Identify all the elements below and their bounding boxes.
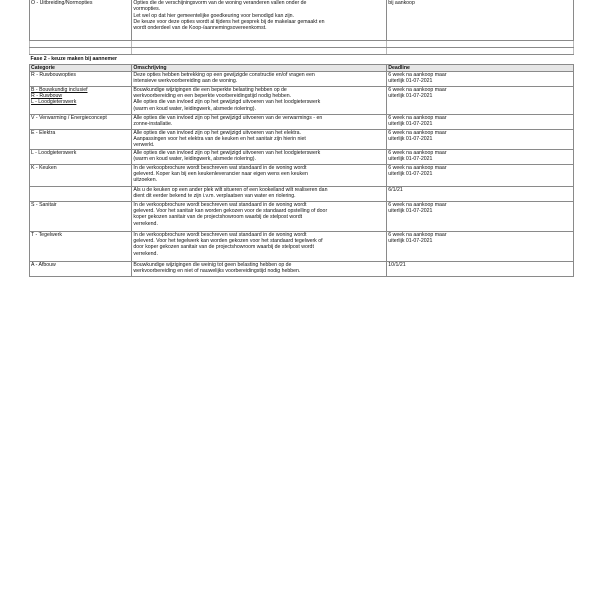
top-row-description: Opties die de verschijningsvorm van de woning veranderen vallen onder de vormopties. Let wel op dat hier gemeentelijke goedkeuring voor benodigd kan zijn. De keuze voor deze opties wordt al tijdens het gesprek bij de makelaar gemaakt en wordt onderdeel van de Koop-/aannemingsovereenkomst. — [132, 0, 387, 40]
spacer-row — [30, 40, 574, 47]
row-category — [30, 186, 132, 201]
table-row — [30, 86, 574, 114]
table-row — [30, 114, 574, 129]
spacer-row — [30, 47, 574, 54]
table-row — [30, 164, 574, 186]
header-deadline: Deadline — [387, 64, 574, 71]
document-sheet — [29, 0, 574, 277]
row-description: In de verkoopbrochure wordt beschreven wat standaard in de woning wordt geleverd. Voor het sanitair kan worden gekozen voor de standaard opstelling of door koper gekozen sanitair van de projectshowroom waarbij de stelpost wordt verrekend. — [132, 201, 387, 231]
row-deadline: 6 week na aankoop maar uiterlijk 01-07-2021 — [387, 129, 574, 149]
row-category: T - Tegelwerk — [30, 231, 132, 261]
top-row — [30, 0, 574, 40]
row-description: Als u de keuken op een ander plek wilt situeren of een kookeiland wilt realiseren dan dient dit eerder bekend te zijn i.v.m. verplaatsen van water en riolering. — [132, 186, 387, 201]
table-row — [30, 261, 574, 276]
row-deadline: 6 week na aankoop maar uiterlijk 01-07-2021 — [387, 201, 574, 231]
table-row — [30, 71, 574, 86]
row-description: In de verkoopbrochure wordt beschreven wat standaard in de woning wordt geleverd. Voor het tegelwerk kan worden gekozen voor het standaard tegelwerk of door koper gekozen sanitair van de projectshowroom waarbij de stelpost wordt verrekend. — [132, 231, 387, 261]
row-deadline: 6 week na aankoop maar uiterlijk 01-07-2021 — [387, 114, 574, 129]
row-deadline: 6 week na aankoop maar uiterlijk 01-07-2021 — [387, 149, 574, 164]
table-row — [30, 231, 574, 261]
row-category: E - Elektra — [30, 129, 132, 149]
row-description: Bouwkundige wijzigingen die weinig tot geen belasting hebben op de werkvoorbereiding en niet of nauwelijks voorbereidingstijd nodig hebben. — [132, 261, 387, 276]
row-description: Deze opties hebben betrekking op een gewijzigde constructie en/of vragen een intensieve werkvoorbereiding aan de woning. — [132, 71, 387, 86]
table-body — [30, 71, 574, 276]
row-category: V - Verwarming / Energieconcept — [30, 114, 132, 129]
row-category: S - Sanitair — [30, 201, 132, 231]
row-description: Alle opties die van invloed zijn op het gewijzigd uitvoeren van het elektra. Aanpassingen voor het elektra van de keuken en het sanitair zijn hierin niet verwerkt. — [132, 129, 387, 149]
row-category: L - Loodgieterswerk — [30, 149, 132, 164]
header-description: Omschrijving — [132, 64, 387, 71]
table-header — [30, 64, 574, 71]
header-category: Categorie — [30, 64, 132, 71]
row-category: R - Ruwbouwopties — [30, 71, 132, 86]
row-deadline: 6 week na aankoop maar uiterlijk 01-07-2021 — [387, 231, 574, 261]
row-category: B - Bouwkundig inclusief R - Ruwbouw L - Loodgieterswerk — [30, 86, 132, 114]
table-row — [30, 149, 574, 164]
row-deadline: 6 week na aankoop maar uiterlijk 01-07-2021 — [387, 86, 574, 114]
fase-title: Fase 2 - keuze maken bij aannemer — [30, 55, 117, 62]
row-description: Alle opties die van invloed zijn op het gewijzigd uitvoeren van de verwarmings - en zonne-installatie. — [132, 114, 387, 129]
row-deadline: 10/1/21 — [387, 261, 574, 276]
table-row — [30, 186, 574, 201]
row-description: In de verkoopbrochure wordt beschreven wat standaard in de woning wordt geleverd. Koper kan bij een keukenleverancier naar eigen wens een keuken uitzoeken. — [132, 164, 387, 186]
row-category: K - Keuken — [30, 164, 132, 186]
row-description: Alle opties die van invloed zijn op het gewijzigd uitvoeren van het loodgieterswerk (warm en koud water, leidingwerk, alsmede riolering). — [132, 149, 387, 164]
row-deadline: 6 week na aankoop maar uiterlijk 01-07-2021 — [387, 71, 574, 86]
row-category: A - Afbouw — [30, 261, 132, 276]
options-table — [29, 0, 574, 277]
top-row-category: O - Uitbreiding/Normopties — [30, 0, 132, 40]
table-row — [30, 201, 574, 231]
top-row-deadline: bij aankoop — [387, 0, 574, 40]
row-deadline: 6/1/21 — [387, 186, 574, 201]
row-description: Bouwkundige wijzigingen die een beperkte belasting hebben op de werkvoorbereiding en een beperkte voorbereidingstijd nodig hebben. Alle opties die van invloed zijn op het gewijzigd uitvoeren van het loodgieterswerk (warm en koud water, leidingwerk, alsmede riolering). — [132, 86, 387, 114]
fase-title-row — [30, 54, 574, 64]
row-deadline: 6 week na aankoop maar uiterlijk 01-07-2021 — [387, 164, 574, 186]
table-row — [30, 129, 574, 149]
